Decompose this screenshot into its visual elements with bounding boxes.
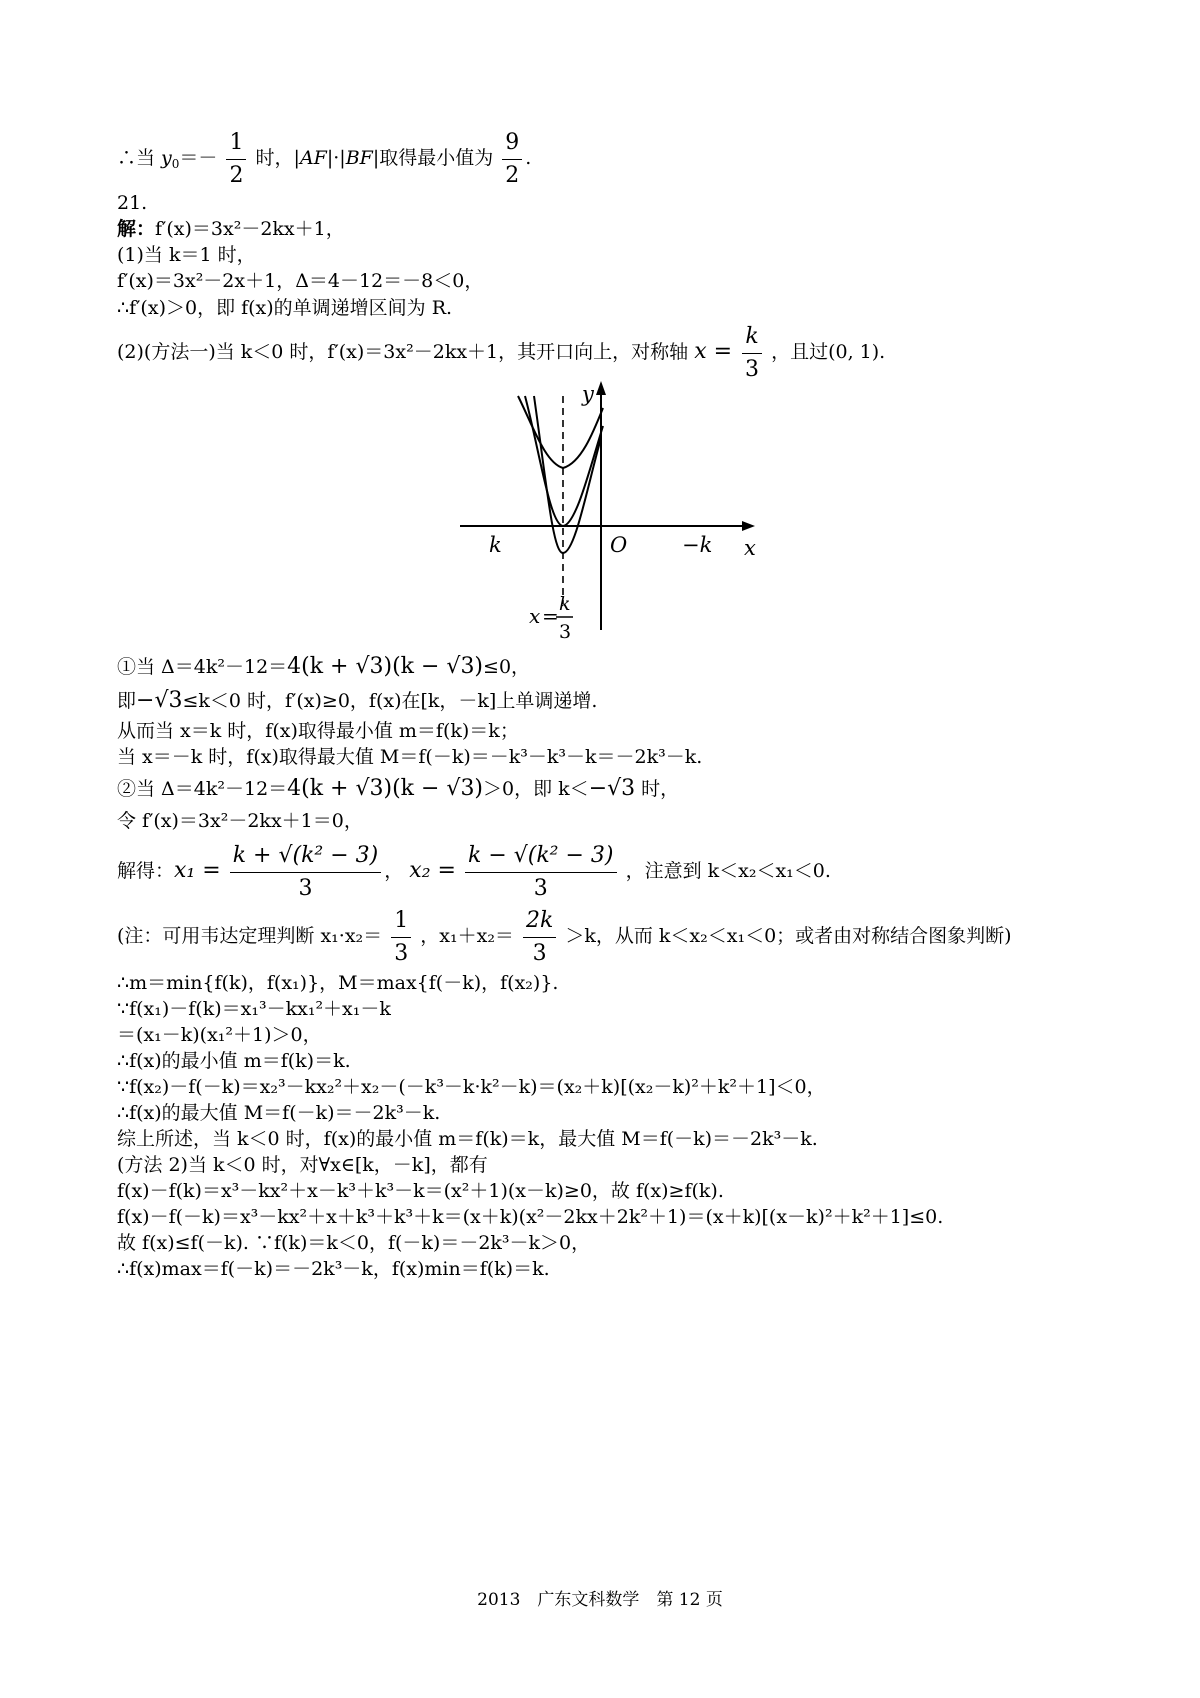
part-2-heading <box>117 322 885 384</box>
case-1-max: 当 x＝－k 时，f(x)取得最大值 M＝f(－k)＝－k³－k³－k＝－2k³－k. <box>117 746 703 768</box>
factored-expression: 4(k + √3)(k − √3) <box>287 776 484 801</box>
text: ， <box>384 860 404 882</box>
method-2-line-3: 故 f(x)≤f(－k). ∵f(k)＝k＜0，f(－k)＝－2k³－k＞0， <box>117 1232 591 1254</box>
case-1-delta <box>117 650 530 684</box>
fraction-one-third <box>391 907 411 968</box>
text: . <box>525 147 532 169</box>
fraction-root-x2 <box>465 842 617 903</box>
numerator: 1 <box>226 129 246 160</box>
text: ∴当 <box>117 147 162 169</box>
text: 时， <box>635 778 680 800</box>
line-diff-2: ∵f(x₂)－f(－k)＝x₂³－kx₂²＋x₂－(－k³－k·k²－k)＝(x₂＋k)[(x₂－k)²＋k²＋1]＜0， <box>117 1076 826 1098</box>
text: |·| <box>326 147 346 169</box>
sub: 0 <box>171 157 180 171</box>
denominator: 3 <box>394 940 409 966</box>
text: ＞0，即 k＜ <box>483 778 589 800</box>
var-bf: BF <box>345 147 373 169</box>
fraction-nine-half <box>502 129 522 190</box>
method-2-conclusion: ∴f(x)max＝f(－k)＝－2k³－k，f(x)min＝f(k)＝k. <box>117 1258 550 1280</box>
line-summary: 综上所述，当 k＜0 时，f(x)的最小值 m＝f(k)＝k，最大值 M＝f(－k)＝－2k³－k. <box>117 1128 818 1150</box>
text: 即 <box>117 690 137 712</box>
var-af: AF <box>299 147 327 169</box>
y-axis-arrow <box>596 381 606 395</box>
text: ，注意到 k＜x₂＜x₁＜0. <box>625 860 831 882</box>
text: ＝－ <box>179 147 218 169</box>
method-2-line-2: f(x)－f(－k)＝x³－kx²＋x＋k³＋k³＋k＝(x＋k)(x²－2kx＋2k²＋1)＝(x＋k)[(x－k)²＋k²＋1]≤0. <box>117 1206 944 1228</box>
text: ＞k，从而 k＜x₂＜x₁＜0；或者由对称结合图象判断) <box>565 925 1012 947</box>
denominator: 3 <box>745 356 760 382</box>
line-m-M-def: ∴m＝min{f(k)，f(x₁)}，M＝max{f(－k)，f(x₂)}. <box>117 972 559 994</box>
case-1-range <box>117 684 597 718</box>
text: 时，| <box>255 147 300 169</box>
page-footer: 2013 广东文科数学 第 12 页 <box>477 1590 723 1610</box>
note-vieta <box>117 906 1012 968</box>
parabola-wide <box>518 396 603 468</box>
label-axis-den: 3 <box>559 621 572 643</box>
numerator: 2k <box>523 907 556 938</box>
label-neg-k: −k <box>682 533 713 557</box>
label-y: y <box>582 382 594 406</box>
text: (注：可用韦达定理判断 x₁·x₂＝ <box>117 925 383 947</box>
line-min-result: ∴f(x)的最小值 m＝f(k)＝k. <box>117 1050 351 1072</box>
method-2-line-1: f(x)－f(k)＝x³－kx²＋x－k³＋k³－k＝(x²＋1)(x－k)≥0，故 f(x)≥f(k). <box>117 1180 724 1202</box>
var-x: x <box>694 339 707 364</box>
line-derivative-k1: f′(x)＝3x²－2x＋1，Δ＝4－12＝－8＜0， <box>117 270 484 292</box>
case-1-min: 从而当 x＝k 时，f(x)取得最小值 m＝f(k)＝k； <box>117 720 519 742</box>
text: ≤0， <box>483 656 531 678</box>
text: ≤k＜0 时，f′(x)≥0，f(x)在[k，－k]上单调递增. <box>182 690 598 712</box>
fraction-k-over-3 <box>742 323 762 384</box>
problem-number: 21. <box>117 192 148 214</box>
label-axis-num: k <box>559 593 571 615</box>
numerator: k + √(k² − 3) <box>230 842 382 873</box>
line-max-result: ∴f(x)的最大值 M＝f(－k)＝－2k³－k. <box>117 1102 441 1124</box>
denominator: 2 <box>505 162 520 188</box>
text: f′(x)＝3x²－2kx＋1， <box>155 218 345 240</box>
method-2-heading: (方法 2)当 k＜0 时，对∀x∈[k，－k]，都有 <box>117 1154 488 1176</box>
numerator: 1 <box>391 907 411 938</box>
case-2-equation: 令 f′(x)＝3x²－2kx＋1＝0， <box>117 810 363 832</box>
label-axis-eq: = <box>542 604 559 628</box>
denominator: 2 <box>229 162 244 188</box>
numerator: k − √(k² − 3) <box>465 842 617 873</box>
text: (2)(方法一)当 k＜0 时，f′(x)＝3x²－2kx＋1，其开口向上，对称轴 <box>117 341 695 363</box>
line-diff-1b: ＝(x₁－k)(x₁²＋1)＞0， <box>117 1024 322 1046</box>
label-origin: O <box>610 533 628 557</box>
text: |取得最小值为 <box>372 147 494 169</box>
line-min-value <box>117 128 531 190</box>
solution-label: 解： <box>117 218 156 240</box>
numerator: 9 <box>502 129 522 160</box>
solution-start <box>117 216 345 242</box>
text: ②当 Δ＝4k²－12＝ <box>117 778 288 800</box>
neg-sqrt3: −√3 <box>588 776 636 801</box>
label-x: x <box>744 536 756 560</box>
parabola-figure <box>455 378 760 643</box>
denominator: 3 <box>533 875 548 901</box>
part-1-heading: (1)当 k＝1 时， <box>117 244 256 266</box>
line-diff-1: ∵f(x₁)－f(k)＝x₁³－kx₁²＋x₁－k <box>117 998 391 1020</box>
fraction-2k-over-3 <box>523 907 556 968</box>
case-2-delta <box>117 772 679 806</box>
x-axis-arrow <box>742 521 755 531</box>
text: ，x₁＋x₂＝ <box>420 925 514 947</box>
factored-expression: 4(k + √3)(k − √3) <box>287 654 484 679</box>
var-x1: x₁ = <box>174 858 221 883</box>
text: = <box>706 339 740 364</box>
label-k: k <box>489 533 502 557</box>
fraction-root-x1 <box>230 842 382 903</box>
text: ①当 Δ＝4k²－12＝ <box>117 656 288 678</box>
denominator: 3 <box>298 875 313 901</box>
text: 解得： <box>117 860 175 882</box>
parabola-narrow <box>534 396 601 553</box>
fraction-one-half <box>226 129 246 190</box>
var-x2: x₂ = <box>409 858 456 883</box>
neg-sqrt3: −√3 <box>136 688 183 713</box>
line-increasing-interval: ∴f′(x)＞0，即 f(x)的单调递增区间为 R. <box>117 297 453 319</box>
text: ，且过(0, 1). <box>771 341 886 363</box>
case-2-roots <box>117 838 831 904</box>
denominator: 3 <box>532 940 547 966</box>
var-y: y <box>161 147 172 169</box>
label-axis-x: x <box>529 604 541 628</box>
numerator: k <box>742 323 761 354</box>
